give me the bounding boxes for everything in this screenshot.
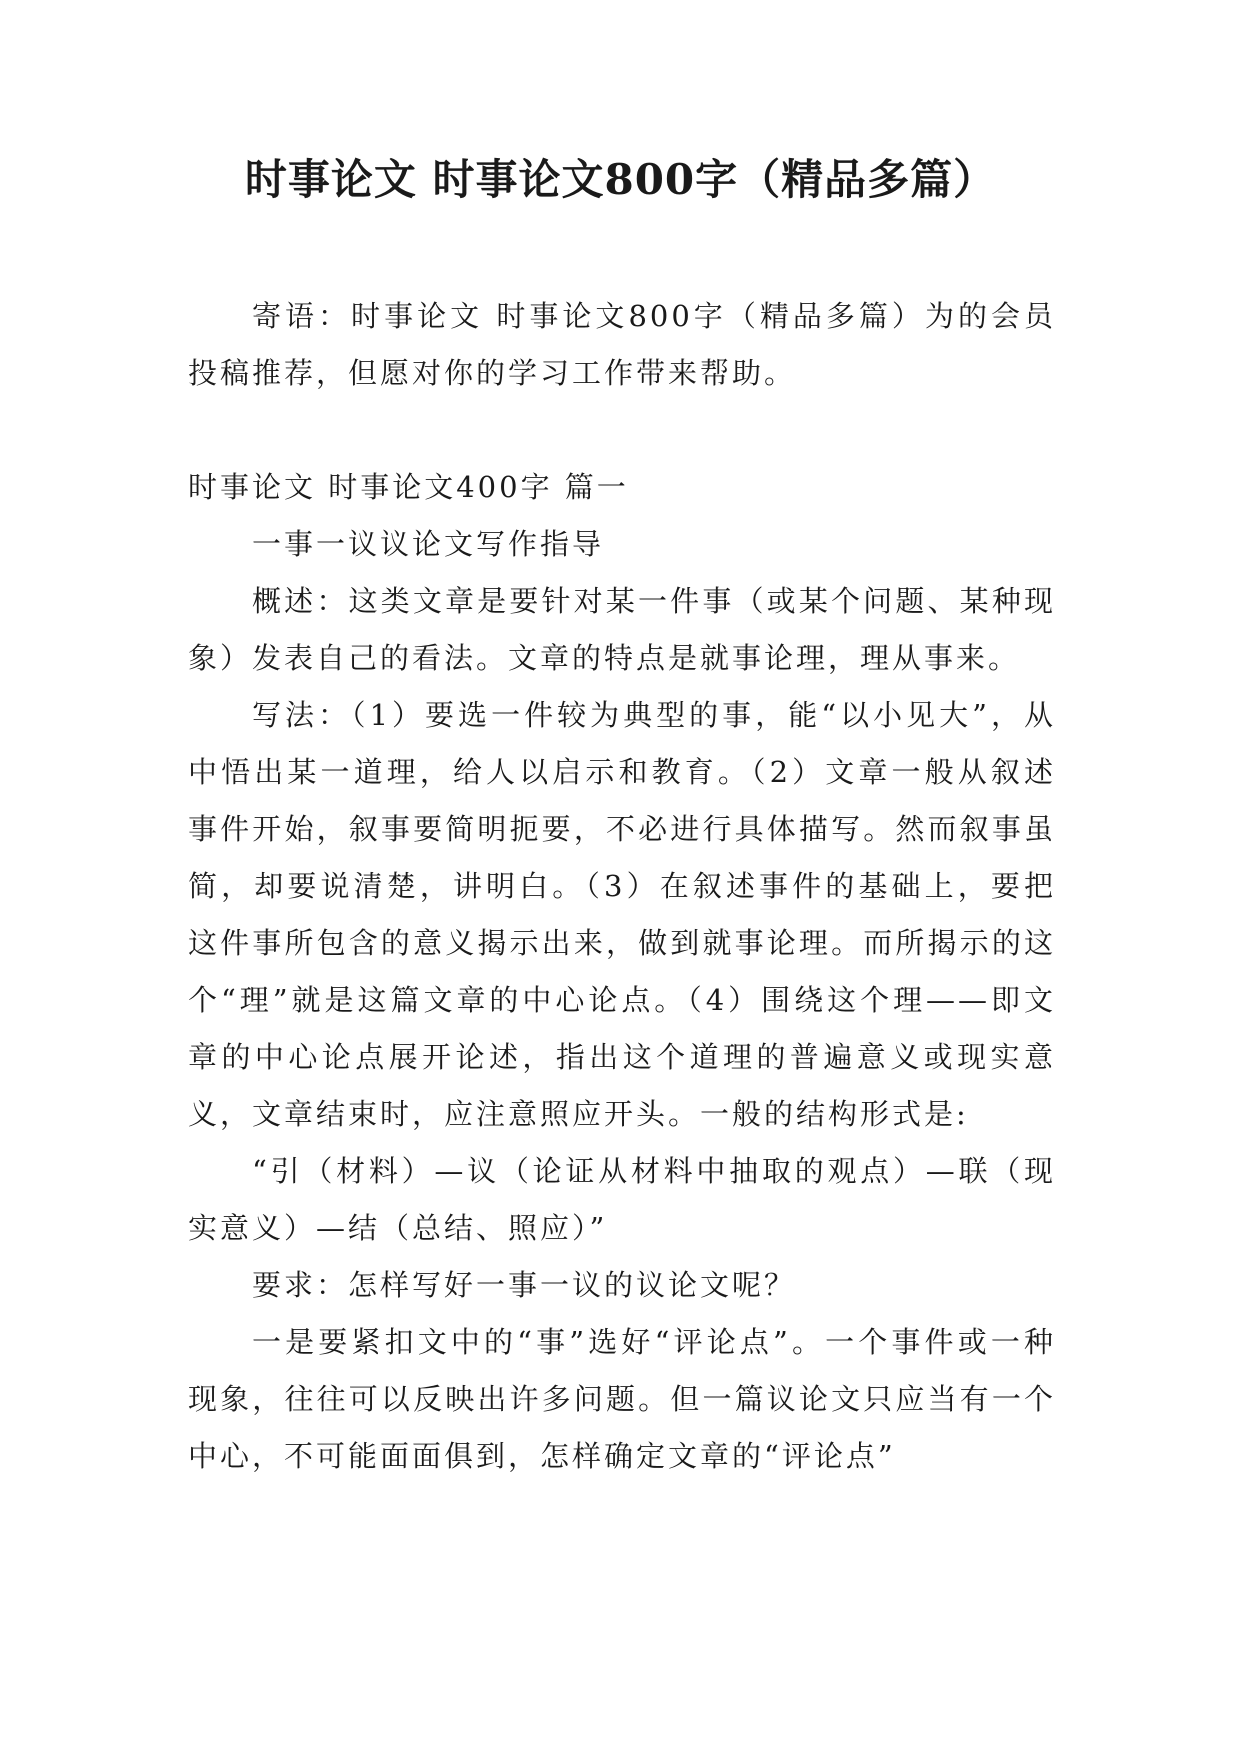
document-body — [188, 288, 1056, 1485]
section-heading: 时事论文 时事论文400字 篇一 — [188, 470, 629, 504]
paragraph-point-one: 一是要紧扣文中的“事”选好“评论点”。一个事件或一种现象，往往可以反映出许多问题。但一篇议论文只应当有一个中心，不可能面面俱到，怎样确定文章的“评论点” — [188, 1325, 1056, 1473]
paragraph-requirement: 要求：怎样写好一事一议的议论文呢？ — [252, 1268, 797, 1302]
spacer — [188, 402, 1056, 459]
paragraph-method: 写法：（1）要选一件较为典型的事，能“以小见大”，从中悟出某一道理，给人以启示和教育。（2）文章一般从叙述事件开始，叙事要简明扼要，不必进行具体描写。然而叙事虽简，却要说清楚，讲明白。（3）在叙述事件的基础上，要把这件事所包含的意义揭示出来，做到就事论理。而所揭示的这个“理”就是这篇文章的中心论点。（4）围绕这个理——即文章的中心论点展开论述，指出这个道理的普遍意义或现实意义，文章结束时，应注意照应开头。一般的结构形式是: — [188, 698, 1056, 1131]
document-title: 时事论文 时事论文800字（精品多篇） — [244, 155, 997, 204]
paragraph-structure: “引（材料）—议（论证从材料中抽取的观点）—联（现实意义）—结（总结、照应）” — [188, 1154, 1056, 1245]
intro-paragraph: 寄语：时事论文 时事论文800字（精品多篇）为的会员投稿推荐，但愿对你的学习工作带来帮助。 — [188, 299, 1056, 390]
paragraph-overview: 概述：这类文章是要针对某一件事（或某个问题、某种现象）发表自己的看法。文章的特点是就事论理，理从事来。 — [188, 584, 1056, 675]
subheading: 一事一议议论文写作指导 — [252, 527, 605, 561]
